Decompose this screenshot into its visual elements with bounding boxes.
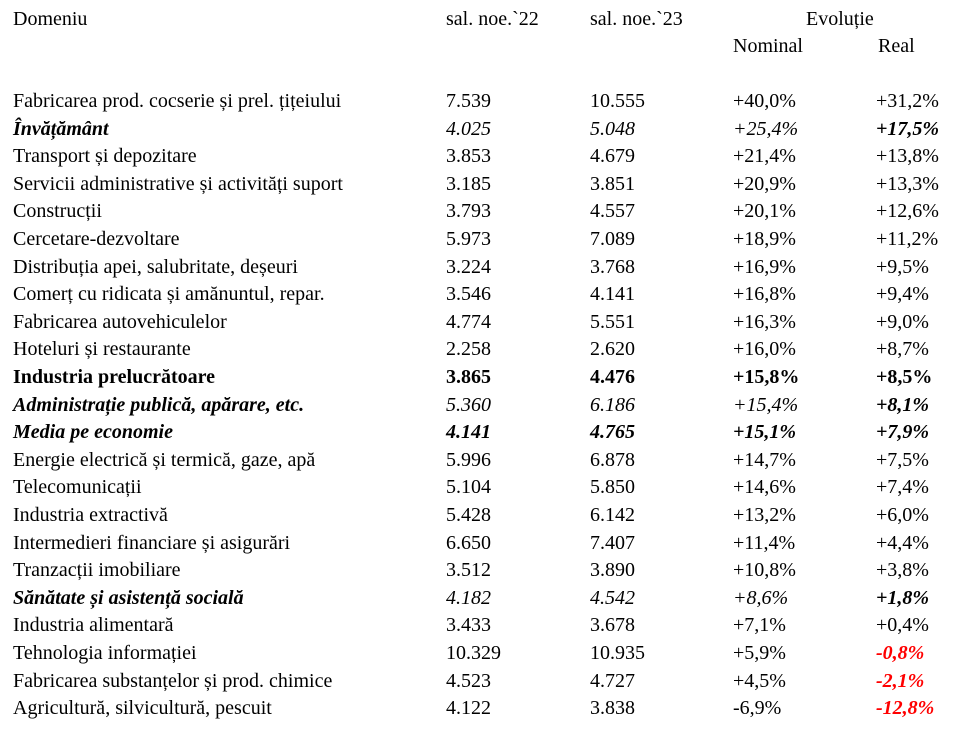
header-real: Real (878, 35, 915, 57)
cell-sal-23: 4.476 (590, 366, 635, 388)
cell-real: +1,8% (876, 586, 930, 609)
cell-domain: Telecomunicații (13, 476, 142, 499)
table-row (0, 668, 966, 696)
cell-nominal: +16,9% (733, 255, 796, 278)
cell-real: +4,4% (876, 531, 929, 554)
cell-domain: Fabricarea prod. cocserie și prel. țițeiului (13, 90, 342, 112)
cell-sal-22: 4.141 (446, 421, 491, 444)
cell-nominal: +8,6% (733, 586, 789, 609)
cell-sal-23: 6.186 (590, 393, 635, 416)
cell-sal-23: 10.555 (590, 90, 645, 112)
table-row (0, 502, 966, 530)
cell-nominal: +20,9% (733, 172, 796, 195)
cell-real: +12,6% (876, 200, 939, 223)
cell-nominal: +16,8% (733, 283, 796, 306)
cell-sal-23: 3.890 (590, 559, 635, 582)
cell-sal-22: 3.865 (446, 366, 491, 388)
header-evolutie: Evoluție (806, 8, 874, 30)
cell-sal-23: 3.678 (590, 614, 635, 637)
table-row (0, 281, 966, 309)
cell-sal-22: 5.104 (446, 476, 491, 499)
table-row (0, 116, 966, 144)
cell-real: +8,7% (876, 338, 929, 361)
cell-real: +0,4% (876, 614, 929, 637)
table-row (0, 336, 966, 364)
cell-sal-23: 2.620 (590, 338, 635, 361)
cell-sal-23: 5.048 (590, 117, 635, 140)
cell-sal-22: 6.650 (446, 531, 491, 554)
cell-sal-23: 10.935 (590, 642, 645, 664)
cell-nominal: +15,1% (733, 421, 797, 444)
cell-real: +9,5% (876, 255, 929, 278)
cell-sal-22: 3.224 (446, 255, 491, 278)
cell-domain: Agricultură, silvicultură, pescuit (13, 697, 272, 720)
cell-sal-23: 4.542 (590, 586, 635, 609)
cell-nominal: +5,9% (733, 642, 786, 664)
cell-sal-23: 7.407 (590, 531, 635, 554)
cell-nominal: +15,4% (733, 393, 799, 416)
cell-domain: Distribuția apei, salubritate, deșeuri (13, 255, 298, 278)
header-sal-22: sal. noe.`22 (446, 8, 539, 30)
cell-sal-23: 4.679 (590, 145, 635, 168)
cell-domain: Cercetare-dezvoltare (13, 228, 180, 250)
table-row (0, 309, 966, 337)
cell-real: +6,0% (876, 504, 929, 526)
cell-domain: Hoteluri și restaurante (13, 338, 191, 361)
table-row (0, 640, 966, 668)
header-sal-23: sal. noe.`23 (590, 8, 683, 30)
cell-nominal: +16,3% (733, 310, 796, 333)
cell-domain: Învățământ (13, 117, 109, 140)
cell-real: +17,5% (876, 117, 940, 140)
header-nominal: Nominal (733, 35, 803, 57)
cell-nominal: +15,8% (733, 366, 800, 388)
cell-real: +3,8% (876, 559, 929, 582)
cell-domain: Tranzacții imobiliare (13, 559, 181, 582)
cell-sal-23: 3.838 (590, 697, 635, 720)
cell-sal-23: 5.850 (590, 476, 635, 499)
table-row (0, 226, 966, 254)
cell-real: +9,0% (876, 310, 929, 333)
cell-domain: Servicii administrative și activități suport (13, 172, 343, 195)
cell-nominal: +18,9% (733, 228, 796, 250)
table-row (0, 171, 966, 199)
cell-sal-22: 4.122 (446, 697, 491, 720)
cell-nominal: +4,5% (733, 669, 786, 692)
table-row (0, 419, 966, 447)
cell-sal-23: 4.765 (590, 421, 635, 444)
cell-sal-23: 6.142 (590, 504, 635, 526)
cell-real: +8,5% (876, 366, 933, 388)
cell-domain: Industria extractivă (13, 504, 168, 526)
cell-real: +7,4% (876, 476, 929, 499)
cell-domain: Industria alimentară (13, 614, 174, 637)
cell-real: +9,4% (876, 283, 929, 306)
cell-sal-22: 3.433 (446, 614, 491, 637)
cell-sal-22: 3.185 (446, 172, 491, 195)
cell-nominal: +11,4% (733, 531, 796, 554)
cell-sal-22: 4.774 (446, 310, 491, 333)
cell-sal-22: 3.512 (446, 559, 491, 582)
cell-real: +8,1% (876, 393, 930, 416)
cell-sal-22: 5.996 (446, 448, 491, 471)
table-row (0, 557, 966, 585)
header-domain: Domeniu (13, 8, 88, 30)
cell-nominal: +10,8% (733, 559, 796, 582)
table-row (0, 143, 966, 171)
cell-domain: Fabricarea substanțelor și prod. chimice (13, 669, 333, 692)
cell-nominal: +16,0% (733, 338, 796, 361)
cell-domain: Comerț cu ridicata și amănuntul, repar. (13, 283, 325, 306)
cell-nominal: +21,4% (733, 145, 796, 168)
cell-domain: Construcții (13, 200, 102, 223)
cell-real: +7,5% (876, 448, 929, 471)
cell-nominal: +14,6% (733, 476, 796, 499)
cell-sal-22: 5.360 (446, 393, 491, 416)
cell-sal-22: 7.539 (446, 90, 491, 112)
cell-sal-23: 6.878 (590, 448, 635, 471)
cell-sal-23: 7.089 (590, 228, 635, 250)
cell-real: +31,2% (876, 90, 939, 112)
cell-domain: Intermedieri financiare și asigurări (13, 531, 291, 554)
cell-domain: Industria prelucrătoare (13, 366, 216, 388)
cell-sal-23: 4.141 (590, 283, 635, 306)
table-row (0, 530, 966, 558)
table-row (0, 695, 966, 723)
cell-nominal: +20,1% (733, 200, 796, 223)
table-row (0, 392, 966, 420)
cell-sal-22: 5.428 (446, 504, 491, 526)
cell-domain: Fabricarea autovehiculelor (13, 310, 227, 333)
cell-domain: Sănătate și asistență socială (13, 586, 244, 609)
table-row (0, 585, 966, 613)
table-row (0, 198, 966, 226)
cell-sal-23: 4.727 (590, 669, 635, 692)
cell-sal-22: 4.523 (446, 669, 491, 692)
cell-sal-22: 4.025 (446, 117, 491, 140)
cell-domain: Energie electrică și termică, gaze, apă (13, 448, 316, 471)
cell-sal-23: 3.768 (590, 255, 635, 278)
cell-nominal: +7,1% (733, 614, 786, 637)
cell-real: +7,9% (876, 421, 930, 444)
cell-nominal: +14,7% (733, 448, 796, 471)
cell-domain: Administrație publică, apărare, etc. (13, 393, 305, 416)
cell-nominal: -6,9% (733, 697, 782, 720)
cell-sal-22: 3.853 (446, 145, 491, 168)
table-row (0, 254, 966, 282)
table-row (0, 474, 966, 502)
table-row (0, 364, 966, 392)
cell-sal-22: 10.329 (446, 642, 501, 664)
cell-nominal: +25,4% (733, 117, 799, 140)
cell-nominal: +40,0% (733, 90, 796, 112)
cell-sal-23: 5.551 (590, 310, 635, 333)
cell-sal-22: 3.546 (446, 283, 491, 306)
cell-sal-22: 2.258 (446, 338, 491, 361)
cell-nominal: +13,2% (733, 504, 796, 526)
table-row (0, 447, 966, 475)
cell-real: +13,8% (876, 145, 939, 168)
cell-real: -0,8% (876, 642, 925, 664)
cell-sal-22: 3.793 (446, 200, 491, 223)
cell-sal-22: 4.182 (446, 586, 491, 609)
cell-sal-23: 3.851 (590, 172, 635, 195)
cell-sal-22: 5.973 (446, 228, 491, 250)
cell-domain: Media pe economie (13, 421, 173, 444)
cell-real: +13,3% (876, 172, 939, 195)
table-row (0, 612, 966, 640)
cell-sal-23: 4.557 (590, 200, 635, 223)
cell-real: -2,1% (876, 669, 925, 692)
cell-real: -12,8% (876, 697, 935, 720)
cell-domain: Tehnologia informației (13, 642, 197, 664)
cell-domain: Transport și depozitare (13, 145, 197, 168)
table-row (0, 88, 966, 116)
cell-real: +11,2% (876, 228, 939, 250)
